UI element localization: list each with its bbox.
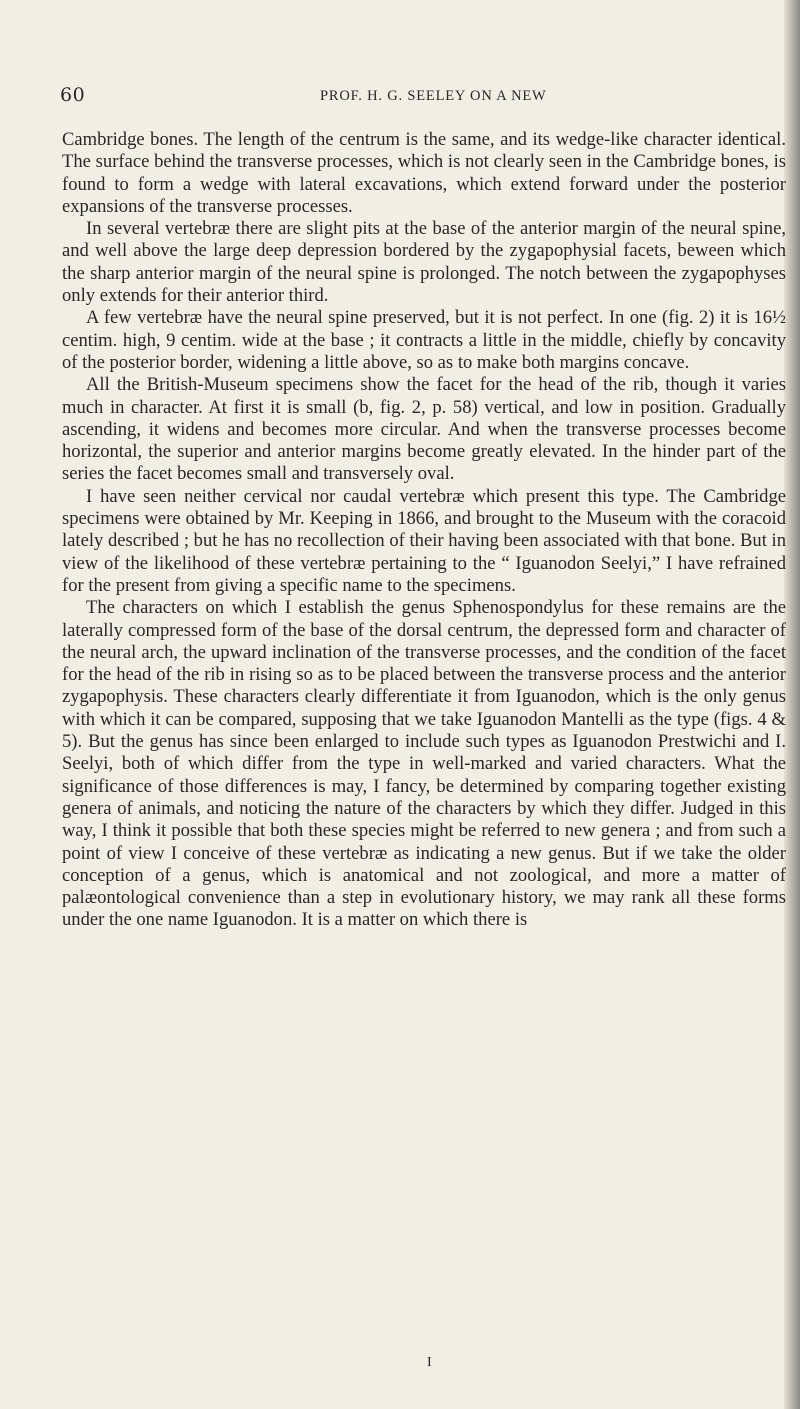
- page-edge-shadow: [784, 0, 800, 1409]
- footer-mark: I: [427, 1355, 432, 1370]
- page-header: [60, 84, 780, 110]
- paragraph: Cambridge bones. The length of the centrum is the same, and its wedge-like character identical. The surface behind the transverse processes, which is not clearly seen in the Cambridge bones, is found to form a wedge with lateral excavations, which extend forward under the posterior expansions of the transverse processes.: [62, 129, 786, 217]
- paragraph: In several vertebræ there are slight pits at the base of the anterior margin of the neural spine, and well above the large deep depression bordered by the zygapophysial facets, beween which the sharp anterior margin of the neural spine is prolonged. The notch between the zygapophyses only extends for their anterior third.: [62, 218, 786, 307]
- paragraph: All the British-Museum specimens show the facet for the head of the rib, though it varies much in character. At first it is small (b, fig. 2, p. 58) vertical, and low in position. Gradually ascending, it widens and becomes more circular. And when the transverse processes become horizontal, the superior and anterior margins become greatly elevated. In the hinder part of the series the facet becomes small and transversely oval.: [62, 374, 786, 485]
- paragraph: I have seen neither cervical nor caudal vertebræ which present this type. The Cambridge specimens were obtained by Mr. Keeping in 1866, and brought to the Museum with the coracoid lately described ; but he has no recollection of their having been associated with that bone. But in view of the likelihood of these vertebræ pertaining to the “ Iguanodon Seelyi,” I have refrained for the present from giving a specific name to the specimens.: [62, 485, 786, 596]
- running-head: PROF. H. G. SEELEY ON A NEW: [320, 88, 547, 104]
- paragraph: A few vertebræ have the neural spine preserved, but it is not perfect. In one (fig. 2) it is 16½ centim. high, 9 centim. wide at the base ; it contracts a little in the middle, chiefly by concavity of the posterior border, widening a little above, so as to make both margins concave.: [62, 307, 786, 373]
- body-text: [62, 129, 786, 932]
- paragraph: The characters on which I establish the genus Sphenospondylus for these remains are the laterally compressed form of the base of the dorsal centrum, the depressed form and character of the neural arch, the upward inclination of the transverse processes, and the condition of the facet for the head of the rib in rising so as to be placed between the transverse process and the anterior zygapophysis. These characters clearly differentiate it from Iguanodon, which is the only genus with which it can be compared, supposing that we take Iguanodon Mantelli as the type (figs. 4 & 5). But the genus has since been enlarged to include such types as Iguanodon Prestwichi and I. Seelyi, both of which differ from the type in well-marked and varied characters. What the significance of those differences is may, I fancy, be determined by comparing together existing genera of animals, and noticing the nature of the characters by which they differ. Judged in this way, I think it possible that both these species might be referred to new genera ; and from such a point of view I conceive of these vertebræ as indicating a new genus. But if we take the older conception of a genus, which is anatomical and not zoological, and more a matter of palæontological convenience than a step in evolutionary history, we may rank all these forms under the one name Iguanodon. It is a matter on which there is: [62, 597, 786, 931]
- page-number: 60: [60, 84, 86, 106]
